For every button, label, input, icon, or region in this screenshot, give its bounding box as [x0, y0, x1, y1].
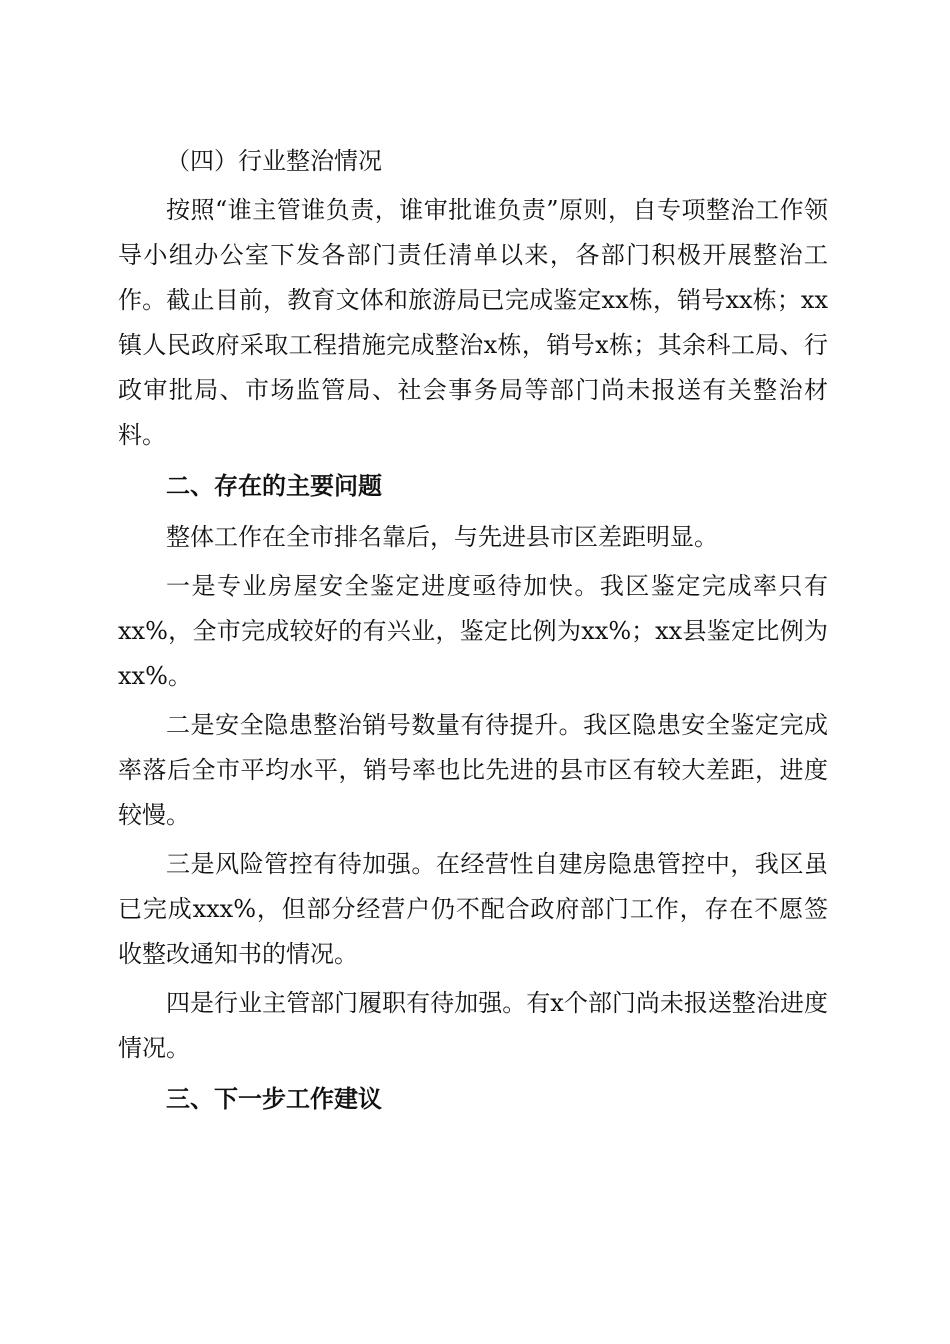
paragraph-problems-intro: 整体工作在全市排名靠后，与先进县市区差距明显。	[166, 523, 718, 551]
heading-main-problems: 二、存在的主要问题	[166, 472, 382, 500]
document-body	[118, 139, 828, 1128]
paragraph-issue-3: 三是风险管控有待加强。在经营性自建房隐患管控中，我区虽已完成xxx%，但部分经营户仍不配合政府部门工作，存在不愿签收整改通知书的情况。	[118, 850, 828, 968]
heading-next-steps: 三、下一步工作建议	[166, 1085, 382, 1113]
paragraph-issue-4: 四是行业主管部门履职有待加强。有x个部门尚未报送整治进度情况。	[118, 989, 828, 1062]
paragraph-issue-1: 一是专业房屋安全鉴定进度亟待加快。我区鉴定完成率只有xx%，全市完成较好的有兴业，鉴定比例为xx%；xx县鉴定比例为xx%。	[118, 572, 828, 690]
paragraph-industry-rectification: 按照“谁主管谁负责，谁审批谁负责”原则，自专项整治工作领导小组办公室下发各部门责任清单以来，各部门积极开展整治工作。截止目前，教育文体和旅游局已完成鉴定xx栋，销号xx栋；xx镇人民政府采取工程措施完成整治x栋，销号x栋；其余科工局、行政审批局、市场监管局、社会事务局等部门尚未报送有关整治材料。	[118, 196, 828, 449]
paragraph-issue-2: 二是安全隐患整治销号数量有待提升。我区隐患安全鉴定完成率落后全市平均水平，销号率也比先进的县市区有较大差距，进度较慢。	[118, 711, 828, 829]
section-heading-industry-rectification: （四）行业整治情况	[166, 147, 382, 175]
